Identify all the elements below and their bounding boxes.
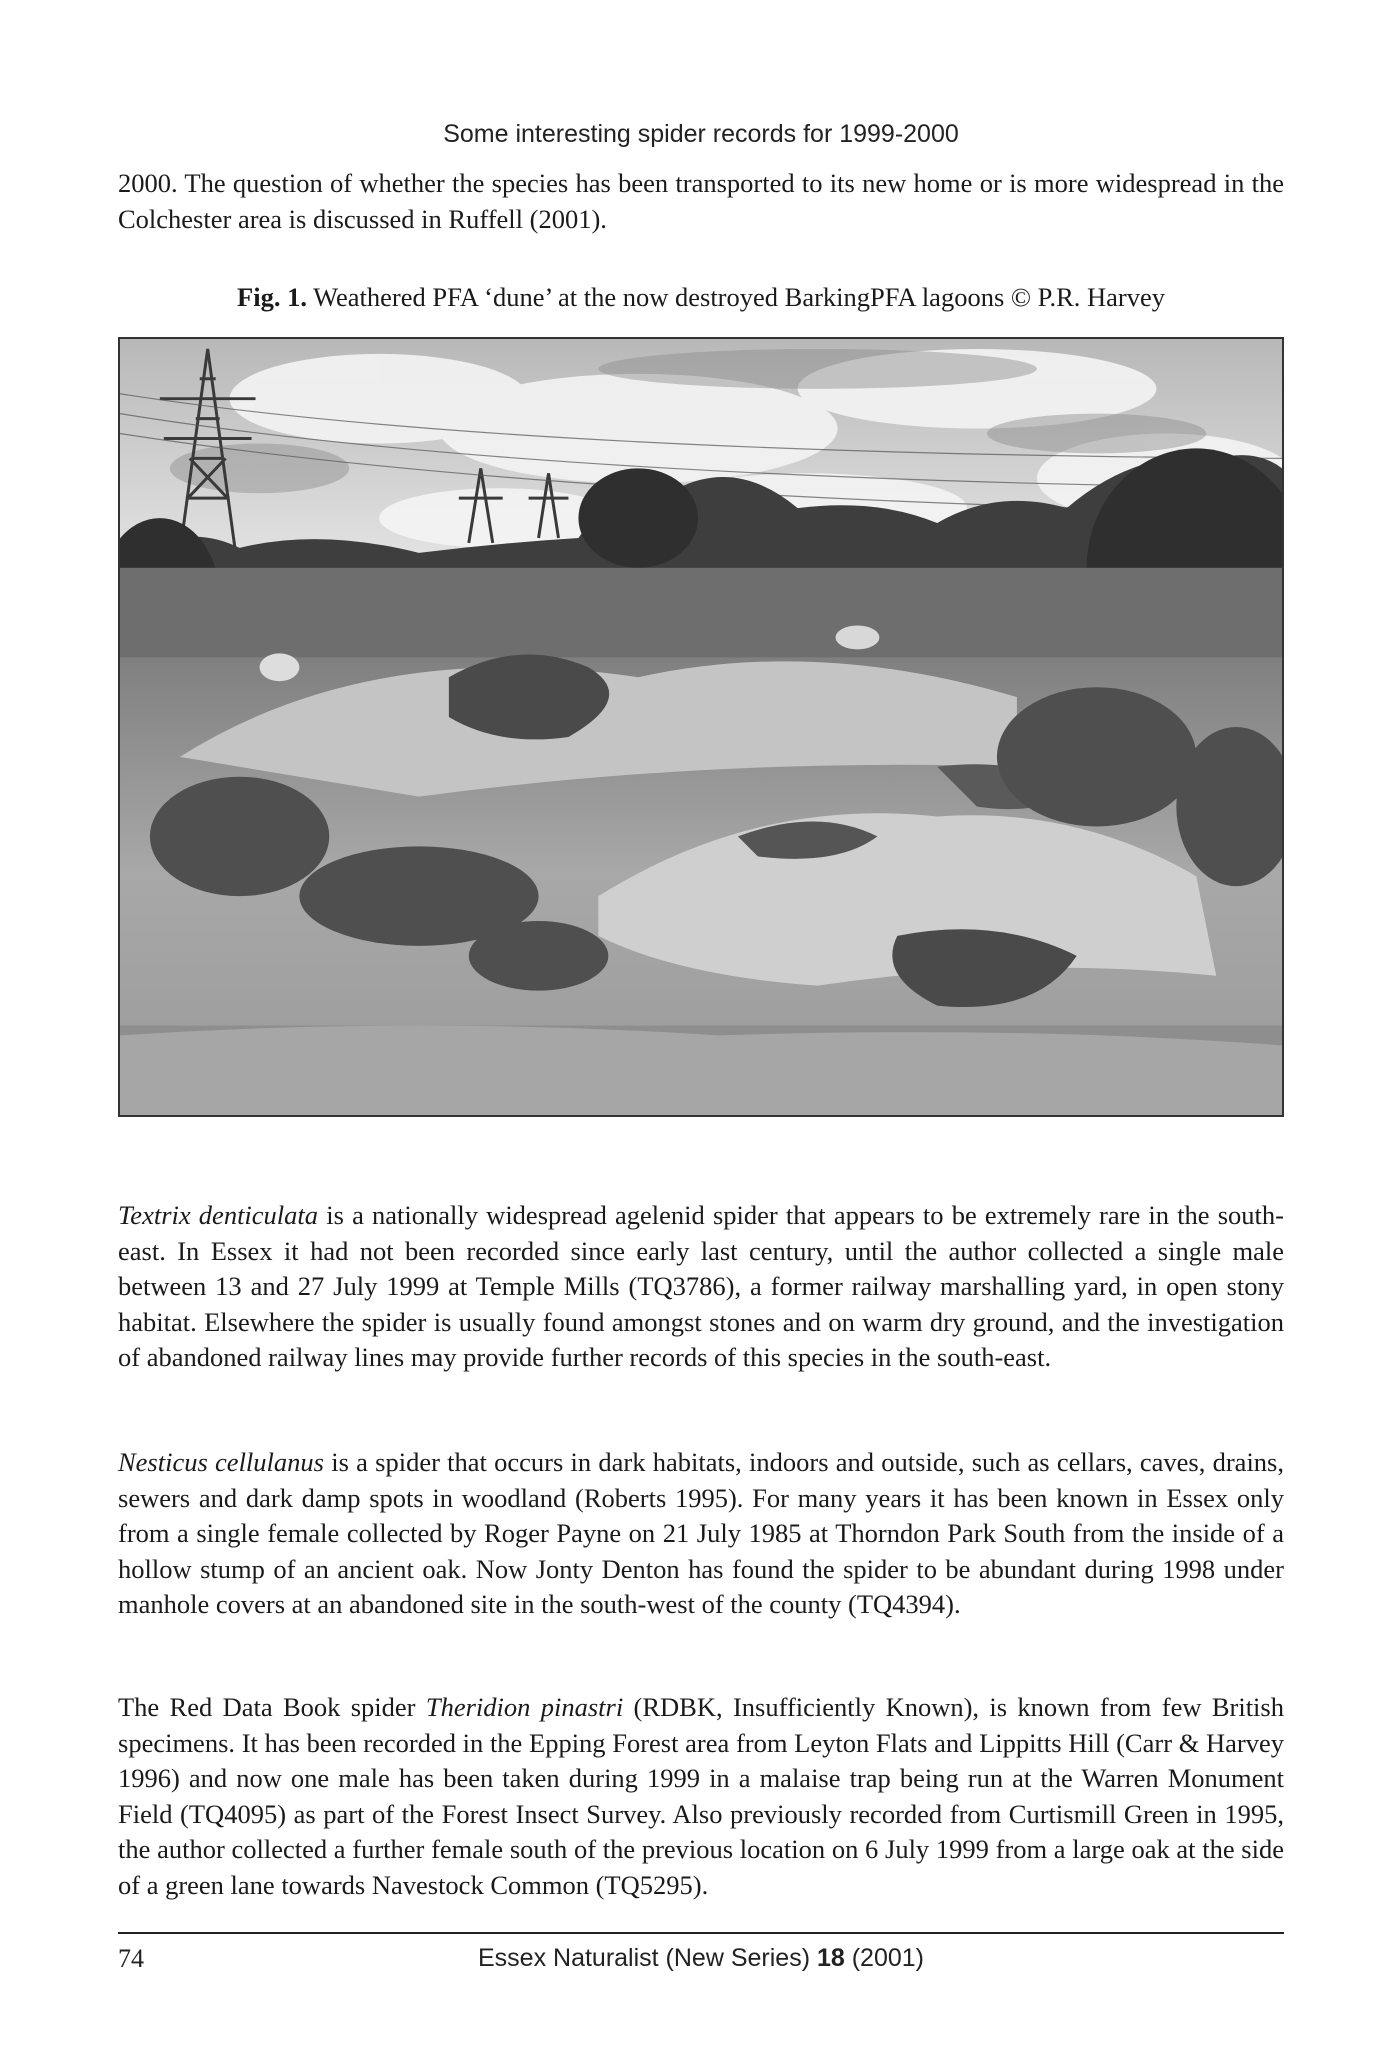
- paragraph-nesticus: [118, 1445, 1284, 1623]
- species-name: Nesticus cellulanus: [118, 1447, 324, 1477]
- paragraph-textrix: [118, 1198, 1284, 1376]
- figure-photo: [118, 337, 1284, 1117]
- figure-caption-text: Weathered PFA ‘dune’ at the now destroyed BarkingPFA lagoons © P.R. Harvey: [306, 282, 1165, 312]
- journal-name: Essex Naturalist (New Series): [477, 1944, 817, 1972]
- footer-rule: [118, 1932, 1284, 1934]
- species-name: Theridion pinastri: [425, 1692, 624, 1722]
- journal-volume: 18: [816, 1944, 845, 1972]
- page-number: 74: [118, 1944, 144, 1973]
- paragraph-theridion: [118, 1690, 1284, 1903]
- paragraph-text: (RDBK, Insufficiently Known), is known from few British specimens. It has been recorded in the Epping Forest area from Leyton Flats and Lippitts Hill (Carr & Harvey 1996) and now one male has been taken during 1999 in a malaise trap being run at the Warren Monument Field (TQ4095) as part of the Forest Insect Survey. Also previously recorded from Curtismill Green in 1995, the author collected a further female south of the previous location on 6 July 1999 from a large oak at the side of a green lane towards Navestock Common (TQ5295).: [118, 1692, 1284, 1900]
- journal-year: (2001): [844, 1944, 924, 1972]
- continuation-paragraph: 2000. The question of whether the species has been transported to its new home or is more widespread in the Colchester area is discussed in Ruffell (2001).: [118, 168, 1284, 234]
- pfa-dune-photo: [120, 339, 1282, 1115]
- paragraph-text: is a spider that occurs in dark habitats, indoors and outside, such as cellars, caves, drains, sewers and dark damp spots in woodland (Roberts 1995). For many years it has been known in Essex only from a single female collected by Roger Payne on 21 July 1985 at Thorndon Park South from the inside of a hollow stump of an ancient oak. Now Jonty Denton has found the spider to be abundant during 1998 under manhole covers at an abandoned site in the south-west of the county (TQ4394).: [118, 1447, 1284, 1619]
- running-head: Some interesting spider records for 1999-2000: [443, 120, 959, 148]
- paragraph-text: is a nationally widespread agelenid spider that appears to be extremely rare in the south-east. In Essex it had not been recorded since early last century, until the author collected a single male between 13 and 27 July 1999 at Temple Mills (TQ3786), a former railway marshalling yard, in open stony habitat. Elsewhere the spider is usually found amongst stones and on warm dry ground, and the investigation of abandoned railway lines may provide further records of this species in the south-east.: [118, 1200, 1284, 1372]
- figure-label: Fig. 1.: [237, 282, 307, 312]
- species-name: Textrix denticulata: [118, 1200, 319, 1230]
- paragraph-lead: The Red Data Book spider: [118, 1692, 426, 1722]
- journal-footer: [118, 1944, 1284, 1973]
- figure-caption: [118, 282, 1284, 313]
